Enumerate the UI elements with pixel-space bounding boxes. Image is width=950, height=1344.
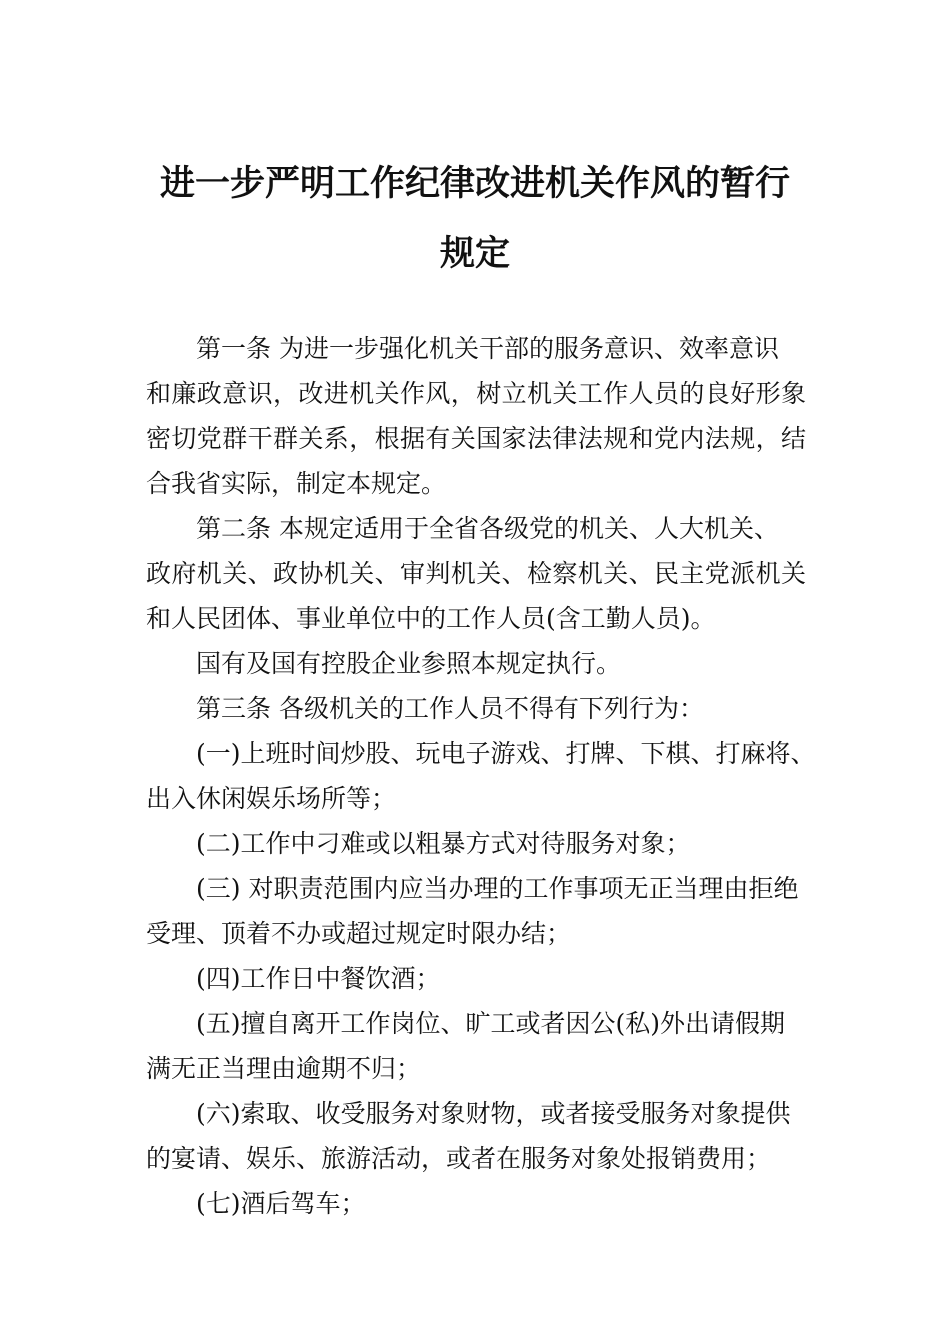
item-3-line-1: (三) 对职责范围内应当办理的工作事项无正当理由拒绝: [196, 874, 799, 903]
document-title-line-1: 进一步严明工作纪律改进机关作风的暂行: [159, 164, 790, 204]
item-1-line-2: 出入休闲娱乐场所等；: [146, 784, 397, 813]
item-5-line-2: 满无正当理由逾期不归；: [146, 1054, 422, 1083]
item-5-line-1: (五)擅自离开工作岗位、旷工或者因公(私)外出请假期: [196, 1009, 786, 1038]
article-1-text-line-4: 合我省实际，制定本规定。: [146, 469, 447, 498]
item-6-line-2: 的宴请、娱乐、旅游活动，或者在服务对象处报销费用；: [146, 1144, 772, 1173]
item-1-line-1: (一)上班时间炒股、玩电子游戏、打牌、下棋、打麻将、: [196, 739, 816, 768]
article-2-text-line-3: 和人民团体、事业单位中的工作人员(含工勤人员)。: [146, 604, 716, 633]
item-7-line-1: (七)酒后驾车；: [196, 1189, 366, 1218]
article-2-text-line-4: 国有及国有控股企业参照本规定执行。: [196, 649, 622, 678]
item-2-line-1: (二)工作中刁难或以粗暴方式对待服务对象；: [196, 829, 691, 858]
article-1-text-line-3: 密切党群干群关系，根据有关国家法律法规和党内法规，结: [146, 424, 806, 453]
article-1-text-line-1: 第一条 为进一步强化机关干部的服务意识、效率意识: [196, 334, 779, 363]
article-3-text-line-1: 第三条 各级机关的工作人员不得有下列行为：: [196, 694, 704, 723]
article-2-text-line-2: 政府机关、政协机关、审判机关、检察机关、民主党派机关: [146, 559, 806, 588]
article-2-text-line-1: 第二条 本规定适用于全省各级党的机关、人大机关、: [196, 514, 779, 543]
item-3-line-2: 受理、顶着不办或超过规定时限办结；: [146, 919, 572, 948]
item-6-line-1: (六)索取、收受服务对象财物，或者接受服务对象提供: [196, 1099, 791, 1128]
article-1-text-line-2: 和廉政意识，改进机关作风，树立机关工作人员的良好形象: [146, 379, 806, 408]
document-title-line-2: 规定: [439, 234, 510, 274]
item-4-line-1: (四)工作日中餐饮酒；: [196, 964, 441, 993]
